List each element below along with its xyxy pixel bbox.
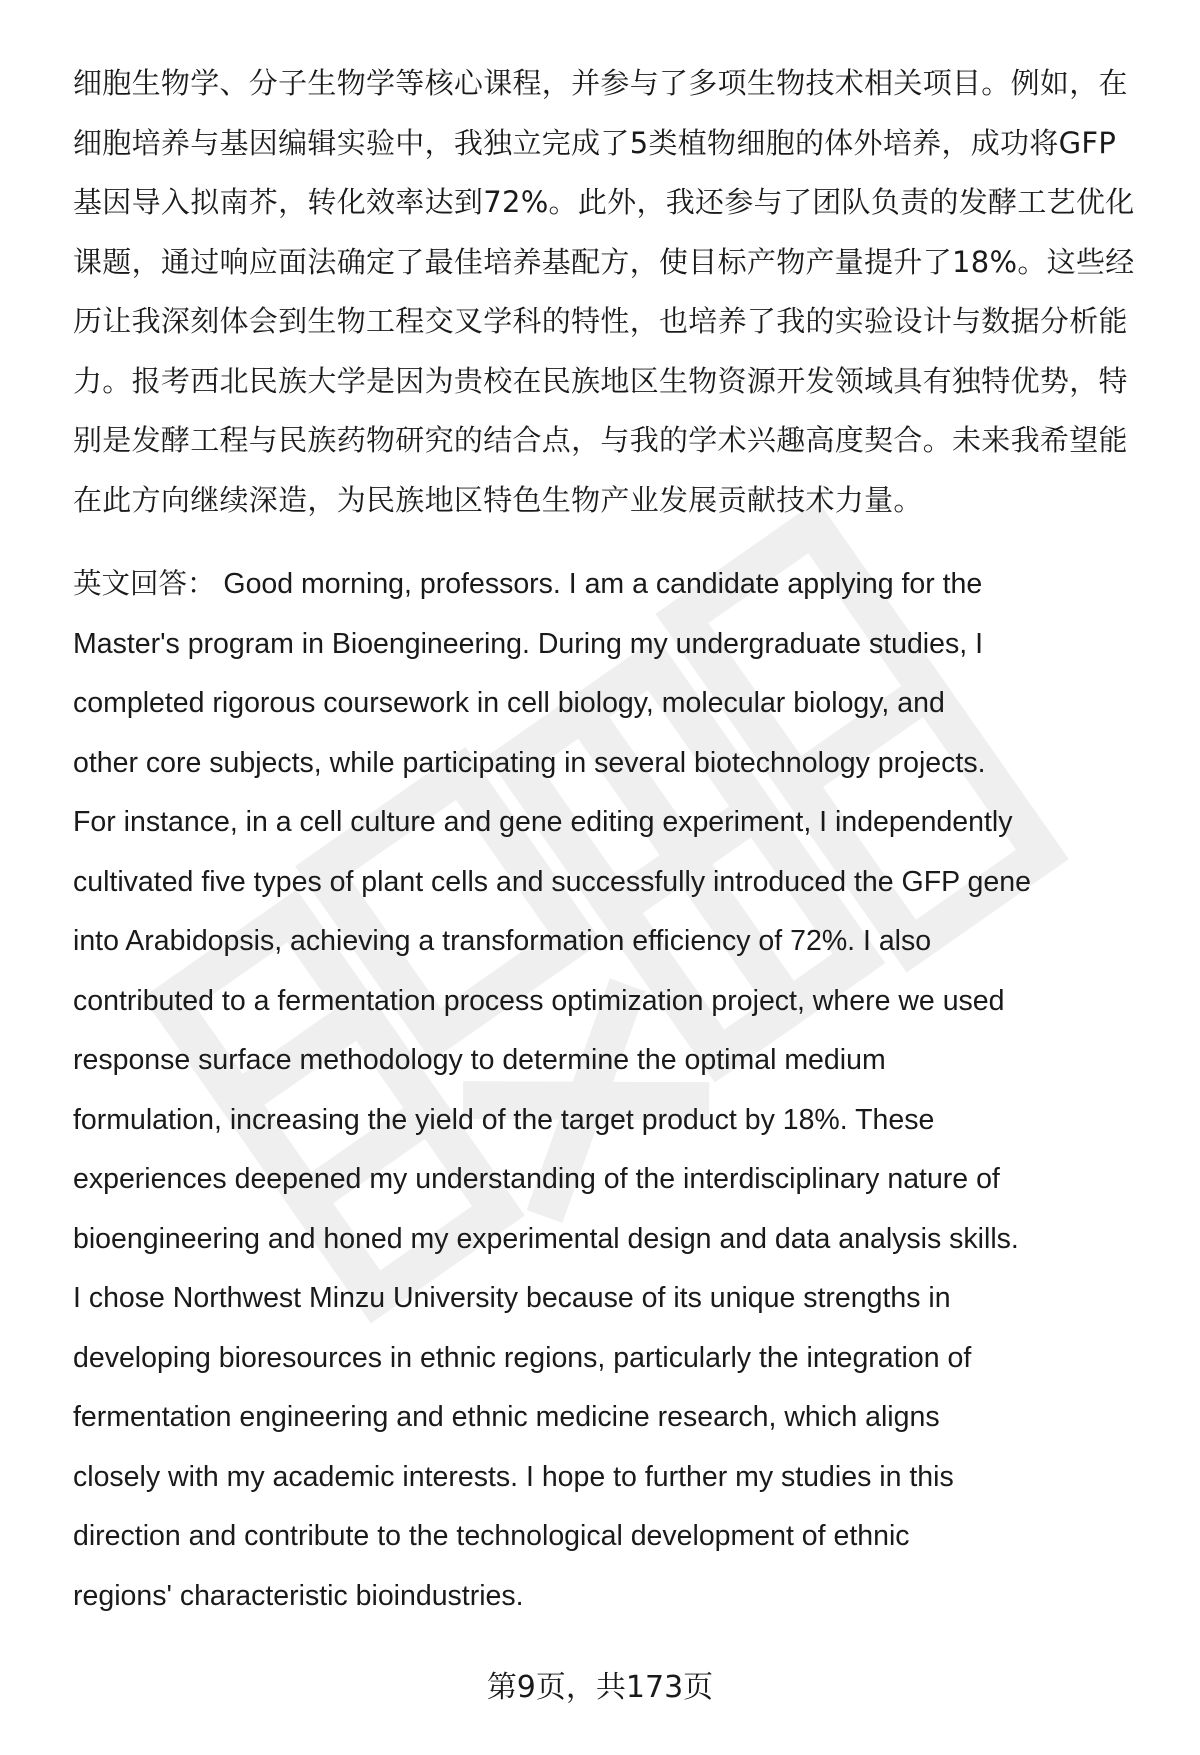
english-answer-line: fermentation engineering and ethnic medicine research, which aligns <box>73 1401 940 1433</box>
english-answer-line: bioengineering and honed my experimental design and data analysis skills. <box>73 1222 1019 1255</box>
english-answer-line: cultivated five types of plant cells and successfully introduced the GFP gene <box>73 865 1031 898</box>
english-answer-line: For instance, in a cell culture and gene editing experiment, I independently <box>73 806 1013 838</box>
english-answer-line: Master's program in Bioengineering. During my undergraduate studies, I <box>73 627 983 660</box>
chinese-answer-line: 细胞生物学、分子生物学等核心课程，并参与了多项生物技术相关项目。例如，在 <box>73 66 1128 100</box>
english-answer-line: formulation, increasing the yield of the target product by 18%. These <box>73 1103 935 1136</box>
chinese-answer-line: 细胞培养与基因编辑实验中，我独立完成了5类植物细胞的体外培养，成功将GFP <box>73 125 1117 160</box>
english-answer-line: experiences deepened my understanding of the interdisciplinary nature of <box>73 1163 1000 1195</box>
english-answer-line: into Arabidopsis, achieving a transformation efficiency of 72%. I also <box>73 925 932 957</box>
english-answer-line: 英文回答： Good morning, professors. I am a candidate applying for the <box>73 568 983 600</box>
chinese-answer-line: 基因导入拟南芥，转化效率达到72%。此外，我还参与了团队负责的发酵工艺优化 <box>73 185 1135 219</box>
english-answer-line: contributed to a fermentation process optimization project, where we used <box>73 984 1005 1017</box>
english-answer-line: regions' characteristic bioindustries. <box>73 1579 524 1612</box>
chinese-answer-line: 课题，通过响应面法确定了最佳培养基配方，使目标产物产量提升了18%。这些经 <box>73 244 1135 279</box>
english-answer-line: closely with my academic interests. I hope to further my studies in this <box>73 1460 954 1493</box>
english-answer-line: other core subjects, while participating in several biotechnology projects. <box>73 746 986 779</box>
english-answer-paragraph <box>73 555 1158 1626</box>
page-content <box>73 54 1158 1626</box>
english-answer-line: developing bioresources in ethnic regions, particularly the integration of <box>73 1341 972 1374</box>
chinese-answer-line: 在此方向继续深造，为民族地区特色生物产业发展贡献技术力量。 <box>73 482 923 517</box>
english-answer-line: completed rigorous coursework in cell biology, molecular biology, and <box>73 687 945 719</box>
english-answer-line: I chose Northwest Minzu University because of its unique strengths in <box>73 1282 951 1314</box>
chinese-answer-paragraph <box>73 54 1158 530</box>
page-number-footer: 第9页，共173页 <box>486 1670 714 1705</box>
chinese-answer-line: 力。报考西北民族大学是因为贵校在民族地区生物资源开发领域具有独特优势，特 <box>73 363 1128 398</box>
english-answer-line: response surface methodology to determine the optimal medium <box>73 1044 886 1076</box>
chinese-answer-line: 别是发酵工程与民族药物研究的结合点，与我的学术兴趣高度契合。未来我希望能 <box>73 423 1128 457</box>
english-answer-line: direction and contribute to the technological development of ethnic <box>73 1520 910 1552</box>
chinese-answer-line: 历让我深刻体会到生物工程交叉学科的特性，也培养了我的实验设计与数据分析能 <box>73 304 1128 338</box>
